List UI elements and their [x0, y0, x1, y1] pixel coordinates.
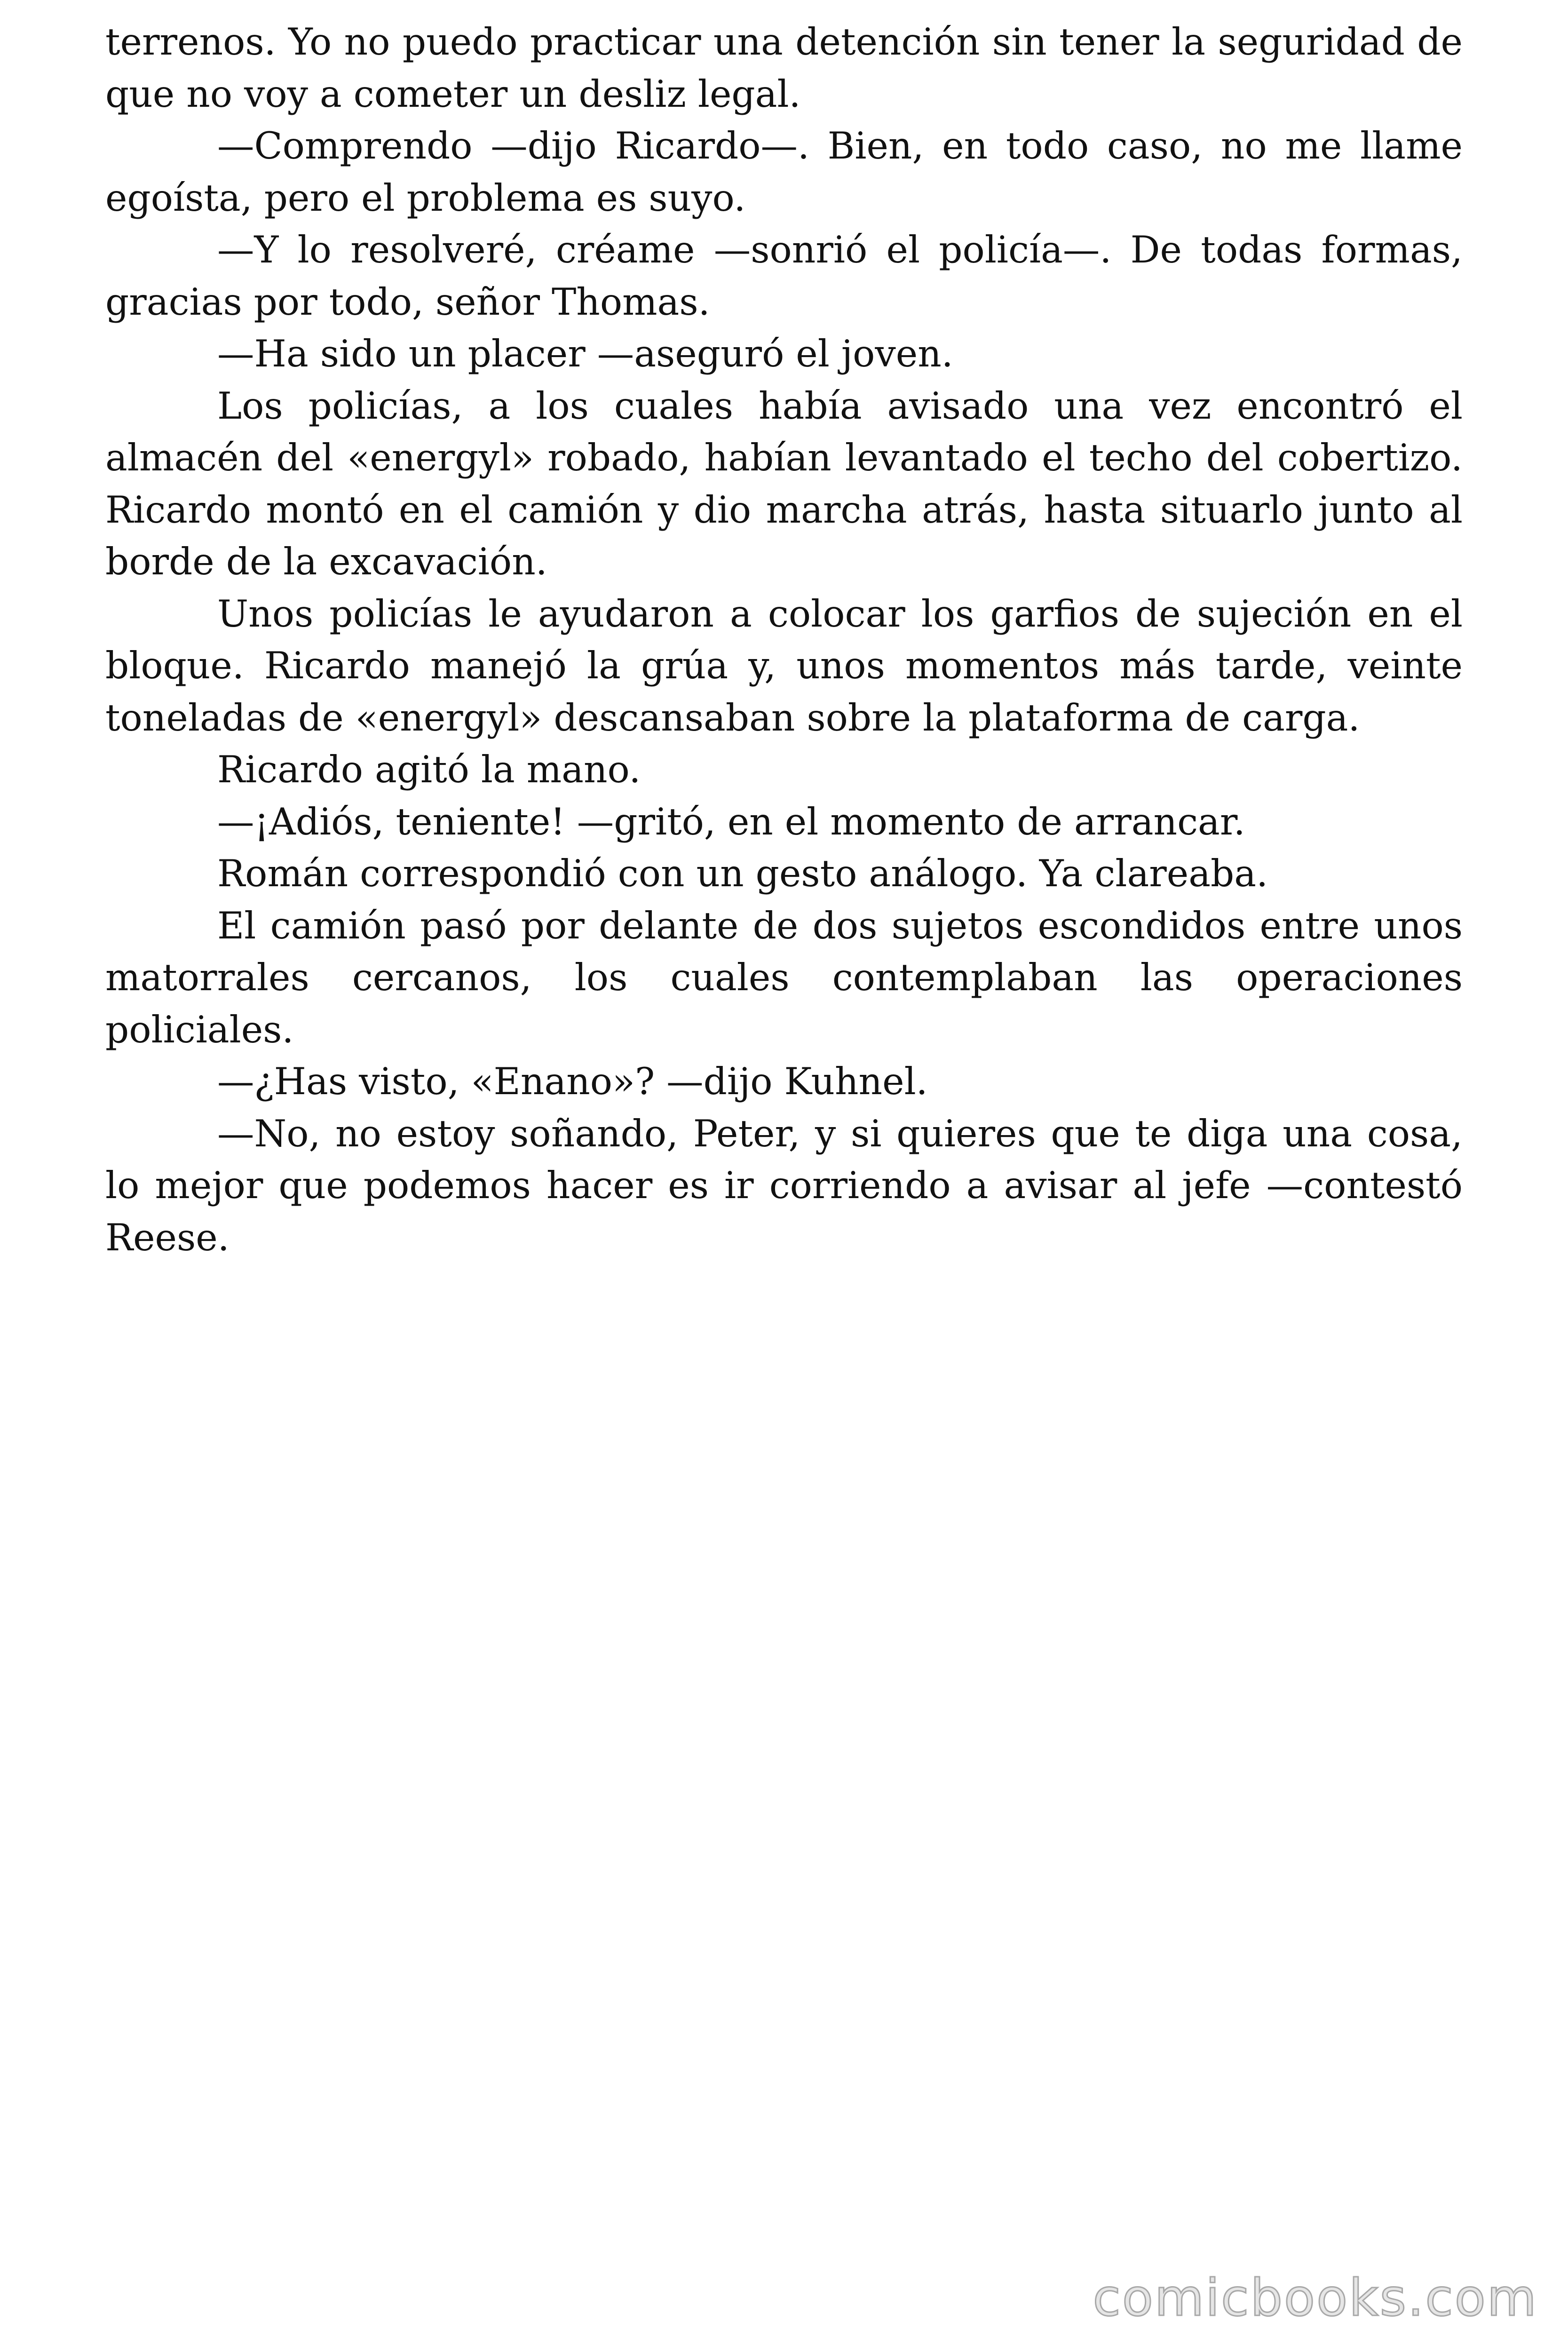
paragraph: —¿Has visto, «Enano»? —dijo Kuhnel.	[217, 1060, 928, 1103]
paragraph: terrenos. Yo no puedo practicar una detención sin tener la seguridad de que no voy a cometer un desliz legal.	[105, 20, 1463, 116]
watermark-logo: comicbooks.com	[1093, 2269, 1538, 2328]
paragraph: —No, no estoy soñando, Peter, y si quieres que te diga una cosa, lo mejor que podemos hacer es ir corriendo a avisar al jefe —contestó Reese.	[105, 1112, 1463, 1259]
paragraph: —Ha sido un placer —aseguró el joven.	[217, 332, 953, 375]
paragraph: Román correspondió con un gesto análogo. Ya clareaba.	[217, 852, 1268, 895]
paragraph: —Comprendo —dijo Ricardo—. Bien, en todo caso, no me llame egoísta, pero el problema es suyo.	[105, 124, 1463, 220]
paragraph: —¡Adiós, teniente! —gritó, en el momento de arrancar.	[217, 800, 1245, 843]
paragraph: El camión pasó por delante de dos sujetos escondidos entre unos matorrales cercanos, los cuales contemplaban las operaciones policiales.	[105, 904, 1463, 1051]
paragraph: Los policías, a los cuales había avisado una vez encontró el almacén del «energyl» robado, habían levantado el techo del cobertizo. Ricardo montó en el camión y dio marcha atrás, hasta situarlo junto al borde de la excavación.	[105, 384, 1463, 583]
paragraph: Ricardo agitó la mano.	[217, 748, 641, 791]
page-text	[105, 16, 1463, 1263]
paragraph: Unos policías le ayudaron a colocar los garfios de sujeción en el bloque. Ricardo manejó la grúa y, unos momentos más tarde, veinte toneladas de «energyl» descansaban sobre la plataforma de carga.	[105, 592, 1463, 739]
paragraph: —Y lo resolveré, créame —sonrió el policía—. De todas formas, gracias por todo, señor Thomas.	[105, 228, 1463, 324]
